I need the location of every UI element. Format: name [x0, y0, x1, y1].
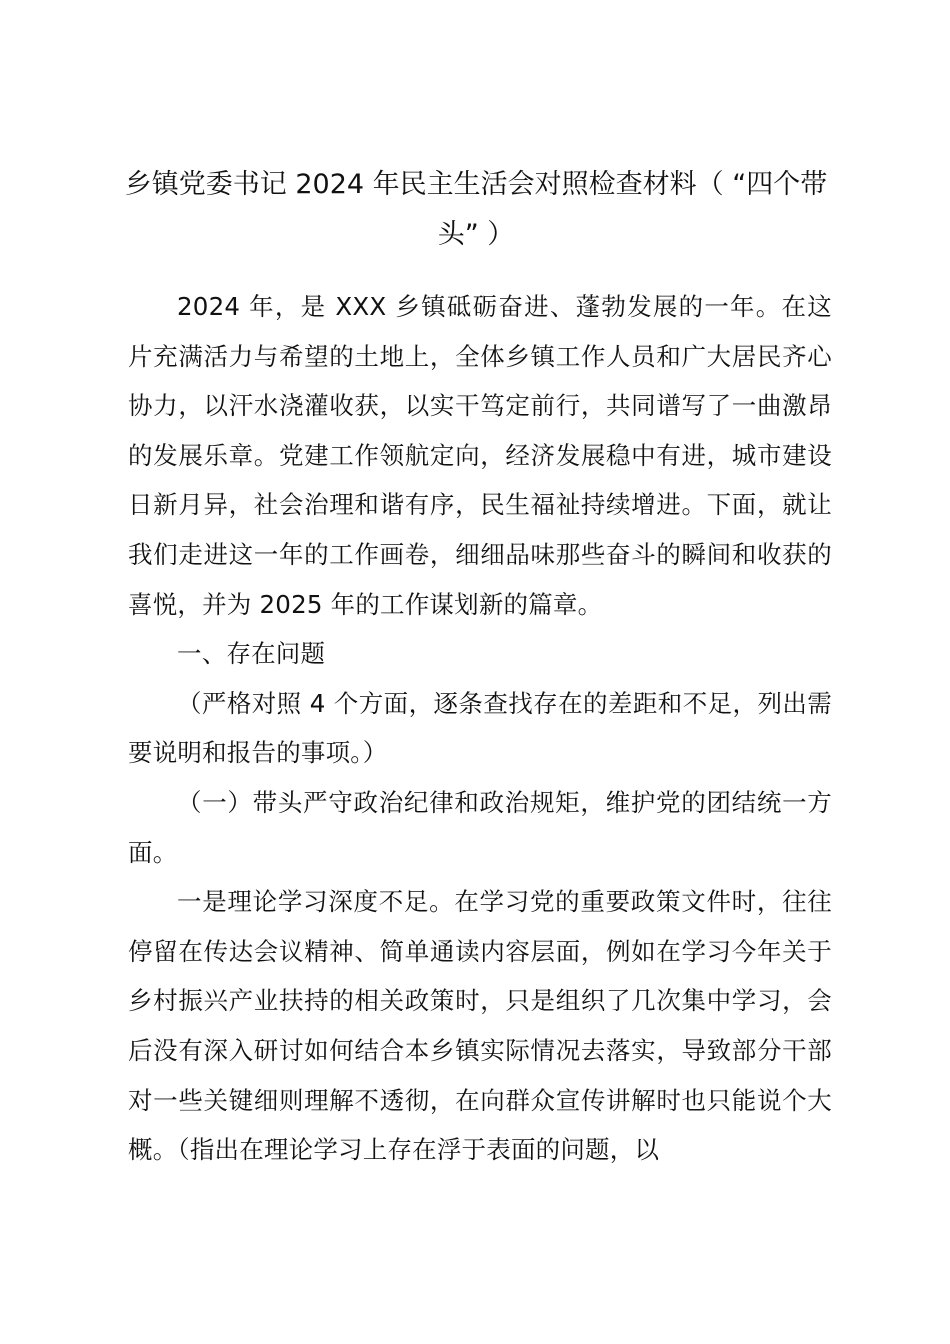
section-heading: 一、存在问题 [177, 639, 326, 669]
document-title: 乡镇党委书记 2024 年民主生活会对照检查材料（ “四个带头” ） [124, 169, 828, 250]
instruction-paragraph: （严格对照 4 个方面，逐条查找存在的差距和不足，列出需要说明和报告的事项。） [128, 688, 832, 768]
intro-paragraph: 2024 年，是 XXX 乡镇砥砺奋进、蓬勃发展的一年。在这片充满活力与希望的土地上，全体乡镇工作人员和广大居民齐心协力，以汗水浇灌收获，以实干笃定前行，共同谱写了一曲激昂的发展乐章。党建工作领航定向，经济发展稳中有进，城市建设日新月异，社会治理和谐有序，民生福祉持续增进。下面，就让我们走进这一年的工作画卷，细细品味那些奋斗的瞬间和收获的喜悦，并为 2025 年的工作谋划新的篇章。 [128, 292, 832, 619]
document-body [128, 282, 832, 1175]
body-paragraph: 一是理论学习深度不足。在学习党的重要政策文件时，往往停留在传达会议精神、简单通读内容层面，例如在学习今年关于乡村振兴产业扶持的相关政策时，只是组织了几次集中学习，会后没有深入研讨如何结合本乡镇实际情况去落实，导致部分干部对一些关键细则理解不透彻，在向群众宣传讲解时也只能说个大概。（指出在理论学习上存在浮于表面的问题，以 [128, 887, 832, 1165]
subsection-heading: （一）带头严守政治纪律和政治规矩，维护党的团结统一方面。 [128, 787, 832, 867]
